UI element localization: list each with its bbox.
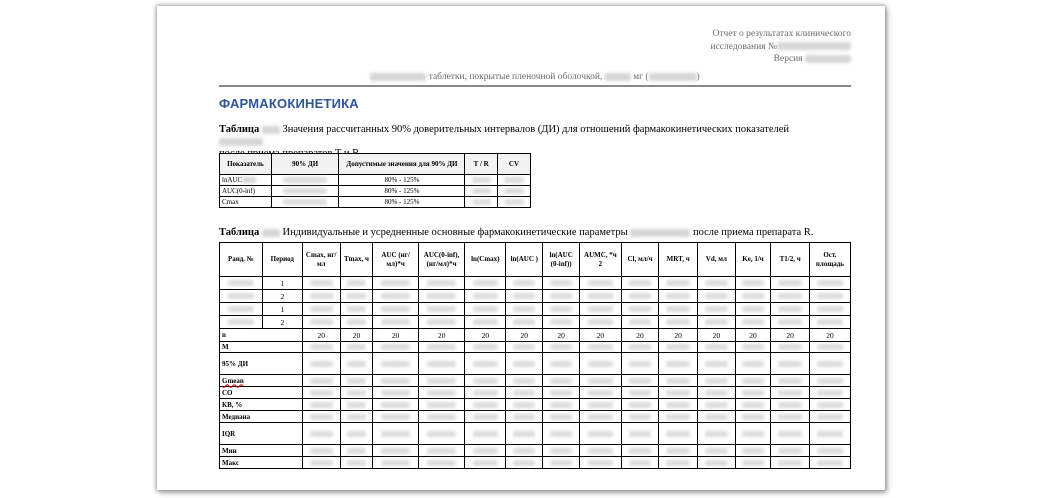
table-row (220, 277, 851, 290)
blurred-cell (809, 387, 850, 399)
blurred-cell (418, 342, 464, 353)
blurred-cell (698, 303, 736, 316)
blurred-cell (659, 316, 698, 329)
redacted-block (649, 73, 697, 81)
blurred-cell (809, 375, 850, 387)
blurred-cell (698, 387, 736, 399)
header-cell: MRT, ч (659, 243, 698, 277)
blurred-cell (580, 290, 622, 303)
redacted-block (805, 55, 851, 63)
header-cell: Vd, мл (698, 243, 736, 277)
blurred-cell (771, 277, 809, 290)
n-value-cell: 20 (621, 329, 659, 342)
table-header-row (220, 243, 851, 277)
blurred-cell (659, 290, 698, 303)
blurred-cell (302, 353, 340, 375)
blurred-cell (465, 399, 506, 411)
blurred-cell (340, 411, 373, 423)
blurred-cell (506, 342, 543, 353)
period-cell: 1 (262, 303, 302, 316)
blurred-cell (659, 375, 698, 387)
blurred-cell (621, 290, 659, 303)
stat-label: Мин (220, 445, 303, 457)
blurred-cell (465, 411, 506, 423)
blurred-cell (809, 290, 850, 303)
blurred-cell (698, 457, 736, 469)
blurred-cell (220, 303, 263, 316)
blurred-cell (543, 375, 580, 387)
blurred-cell (809, 457, 850, 469)
stat-row (220, 411, 851, 423)
blurred-cell (543, 387, 580, 399)
blurred-cell (580, 342, 622, 353)
blurred-cell (659, 411, 698, 423)
blurred-cell (302, 303, 340, 316)
blurred-cell (340, 399, 373, 411)
blurred-cell (465, 175, 498, 186)
n-value-cell: 20 (465, 329, 506, 342)
blurred-cell (465, 387, 506, 399)
product-close: ) (696, 72, 700, 82)
blurred-cell (497, 175, 530, 186)
blurred-cell (302, 457, 340, 469)
n-value-cell: 20 (580, 329, 622, 342)
blurred-cell (809, 399, 850, 411)
blurred-cell (373, 387, 418, 399)
blurred-cell (340, 387, 373, 399)
blurred-cell (543, 411, 580, 423)
header-cell: Cl, мл/ч (621, 243, 659, 277)
blurred-cell (302, 399, 340, 411)
blurred-cell (698, 375, 736, 387)
product-unit: мг ( (633, 72, 649, 82)
redacted-block (777, 42, 851, 50)
blurred-cell (735, 457, 771, 469)
redacted-block (605, 73, 631, 81)
blurred-cell (659, 342, 698, 353)
blurred-cell (506, 387, 543, 399)
blurred-cell (271, 175, 339, 186)
blurred-cell (220, 290, 263, 303)
blurred-cell (735, 353, 771, 375)
header-cell: Показатель (220, 154, 272, 175)
blurred-cell (809, 277, 850, 290)
blurred-cell (621, 423, 659, 445)
blurred-cell (418, 457, 464, 469)
blurred-cell (621, 399, 659, 411)
blurred-cell (771, 290, 809, 303)
header-cell: ln(AUC ) (506, 243, 543, 277)
blurred-cell (809, 342, 850, 353)
header-cell: Период (262, 243, 302, 277)
redacted-block (370, 73, 426, 81)
blurred-cell (809, 411, 850, 423)
n-value-cell: 20 (373, 329, 418, 342)
stat-row (220, 342, 851, 353)
blurred-cell (698, 353, 736, 375)
blurred-cell (771, 342, 809, 353)
stat-row (220, 457, 851, 469)
blurred-cell (543, 457, 580, 469)
blurred-cell (621, 277, 659, 290)
n-value-cell: 20 (340, 329, 373, 342)
blurred-cell (340, 290, 373, 303)
blurred-cell (497, 186, 530, 197)
blurred-cell (659, 387, 698, 399)
blurred-cell (418, 399, 464, 411)
blurred-cell (621, 375, 659, 387)
n-label: n (220, 329, 303, 342)
blurred-cell (465, 316, 506, 329)
redacted-block (262, 229, 280, 237)
range-cell: 80% - 125% (339, 186, 465, 197)
stat-label: 95% ДИ (220, 353, 303, 375)
blurred-cell (340, 423, 373, 445)
period-cell: 1 (262, 277, 302, 290)
table-row (220, 186, 531, 197)
blurred-cell (373, 411, 418, 423)
blurred-cell (580, 353, 622, 375)
blurred-cell (497, 197, 530, 208)
blurred-cell (659, 399, 698, 411)
blurred-cell (809, 353, 850, 375)
blurred-cell (271, 197, 339, 208)
blurred-cell (771, 445, 809, 457)
blurred-cell (735, 387, 771, 399)
blurred-cell (302, 445, 340, 457)
param-cell: Cmax (220, 197, 272, 208)
blurred-cell (543, 423, 580, 445)
blurred-cell (302, 423, 340, 445)
blurred-cell (418, 375, 464, 387)
blurred-cell (465, 353, 506, 375)
blurred-cell (302, 342, 340, 353)
header-line3: Версия (773, 54, 803, 64)
blurred-cell (340, 375, 373, 387)
blurred-cell (418, 290, 464, 303)
blurred-cell (302, 290, 340, 303)
blurred-cell (465, 457, 506, 469)
header-cell: Ke, 1/ч (735, 243, 771, 277)
blurred-cell (698, 290, 736, 303)
blurred-cell (340, 445, 373, 457)
range-cell: 80% - 125% (339, 175, 465, 186)
blurred-cell (659, 457, 698, 469)
stat-label: КВ, % (220, 399, 303, 411)
blurred-cell (506, 303, 543, 316)
n-value-cell: 20 (506, 329, 543, 342)
blurred-cell (735, 342, 771, 353)
blurred-cell (340, 342, 373, 353)
blurred-cell (771, 375, 809, 387)
report-header (711, 28, 852, 66)
stat-label: IQR (220, 423, 303, 445)
blurred-cell (809, 423, 850, 445)
blurred-cell (809, 445, 850, 457)
header-cell: Ранд. № (220, 243, 263, 277)
header-cell: T / R (465, 154, 498, 175)
n-value-cell: 20 (771, 329, 809, 342)
table-row (220, 316, 851, 329)
blurred-cell (580, 399, 622, 411)
header-cell: AUC (нг/мл)*ч (373, 243, 418, 277)
blurred-cell (621, 303, 659, 316)
blurred-cell (659, 423, 698, 445)
header-rule (219, 85, 851, 87)
blurred-cell (771, 399, 809, 411)
blurred-cell (543, 277, 580, 290)
blurred-cell (580, 316, 622, 329)
header-cell: ln(AUC (0-inf)) (543, 243, 580, 277)
blurred-cell (809, 303, 850, 316)
blurred-cell (418, 423, 464, 445)
blurred-cell (543, 342, 580, 353)
blurred-cell (373, 375, 418, 387)
blurred-cell (735, 399, 771, 411)
blurred-cell (418, 316, 464, 329)
blurred-cell (580, 375, 622, 387)
blurred-cell (771, 303, 809, 316)
blurred-cell (698, 342, 736, 353)
blurred-cell (506, 316, 543, 329)
blurred-cell (302, 387, 340, 399)
n-value-cell: 20 (418, 329, 464, 342)
blurred-cell (465, 197, 498, 208)
stat-label: Gmean (220, 375, 303, 387)
table-row (220, 290, 851, 303)
blurred-cell (465, 186, 498, 197)
range-cell: 80% - 125% (339, 197, 465, 208)
blurred-cell (621, 411, 659, 423)
blurred-cell (580, 277, 622, 290)
blurred-cell (580, 303, 622, 316)
blurred-cell (373, 303, 418, 316)
blurred-cell (735, 375, 771, 387)
stat-label: СО (220, 387, 303, 399)
header-cell: Cmax, нг/мл (302, 243, 340, 277)
n-value-cell: 20 (809, 329, 850, 342)
header-cell: AUC(0-inf), (нг/мл)*ч (418, 243, 464, 277)
blurred-cell (465, 277, 506, 290)
blurred-cell (465, 303, 506, 316)
blurred-cell (373, 423, 418, 445)
blurred-cell (580, 411, 622, 423)
blurred-cell (621, 445, 659, 457)
stat-row (220, 387, 851, 399)
period-cell: 2 (262, 290, 302, 303)
stat-row (220, 445, 851, 457)
n-value-cell: 20 (659, 329, 698, 342)
n-value-cell: 20 (698, 329, 736, 342)
blurred-cell (621, 316, 659, 329)
caption-prefix: Таблица (219, 124, 260, 135)
blurred-cell (735, 445, 771, 457)
blurred-cell (373, 277, 418, 290)
blurred-cell (735, 290, 771, 303)
blurred-cell (659, 353, 698, 375)
n-value-cell: 20 (543, 329, 580, 342)
caption-text: Индивидуальные и усредненные основные фармакокинетические параметры (282, 227, 628, 238)
blurred-cell (506, 375, 543, 387)
stat-row (220, 399, 851, 411)
blurred-cell (302, 411, 340, 423)
blurred-cell (220, 316, 263, 329)
blurred-cell (373, 316, 418, 329)
blurred-cell (580, 387, 622, 399)
blurred-cell (340, 353, 373, 375)
blurred-cell (698, 316, 736, 329)
document-page (157, 6, 885, 490)
blurred-cell (418, 445, 464, 457)
blurred-cell (506, 457, 543, 469)
blurred-cell (771, 457, 809, 469)
blurred-cell (373, 399, 418, 411)
param-cell: AUC(0-inf) (220, 186, 272, 197)
blurred-cell (506, 353, 543, 375)
blurred-cell (659, 303, 698, 316)
stat-row (220, 375, 851, 387)
blurred-cell (698, 411, 736, 423)
blurred-cell (735, 277, 771, 290)
blurred-cell (735, 316, 771, 329)
header-cell: T1/2, ч (771, 243, 809, 277)
blurred-cell (340, 457, 373, 469)
blurred-cell (621, 457, 659, 469)
table-row (220, 175, 531, 186)
blurred-cell (373, 457, 418, 469)
header-cell: AUMC, *ч 2 (580, 243, 622, 277)
blurred-cell (543, 445, 580, 457)
product-line (219, 72, 851, 82)
blurred-cell (340, 303, 373, 316)
blurred-cell (771, 316, 809, 329)
header-cell: CV (497, 154, 530, 175)
blurred-cell (543, 353, 580, 375)
blurred-cell (373, 445, 418, 457)
blurred-cell (465, 423, 506, 445)
blurred-cell (580, 457, 622, 469)
blurred-cell (302, 375, 340, 387)
stat-label: M (220, 342, 303, 353)
redacted-block (630, 229, 690, 237)
param-cell: lnAUC (220, 175, 272, 186)
blurred-cell (543, 290, 580, 303)
blurred-cell (373, 290, 418, 303)
caption-prefix: Таблица (219, 227, 260, 238)
blurred-cell (418, 411, 464, 423)
blurred-cell (506, 290, 543, 303)
n-row (220, 329, 851, 342)
blurred-cell (698, 399, 736, 411)
blurred-cell (506, 445, 543, 457)
header-cell: Ост. площадь (809, 243, 850, 277)
redacted-block (262, 126, 280, 134)
blurred-cell (580, 423, 622, 445)
blurred-cell (659, 277, 698, 290)
blurred-cell (735, 303, 771, 316)
table-row (220, 197, 531, 208)
n-value-cell: 20 (302, 329, 340, 342)
blurred-cell (340, 277, 373, 290)
blurred-cell (465, 290, 506, 303)
blurred-cell (506, 411, 543, 423)
blurred-cell (698, 277, 736, 290)
blurred-cell (340, 316, 373, 329)
period-cell: 2 (262, 316, 302, 329)
redacted-block (219, 138, 263, 146)
blurred-cell (698, 423, 736, 445)
caption-tail: после приема препарата R. (692, 227, 814, 238)
blurred-cell (418, 353, 464, 375)
blurred-cell (580, 445, 622, 457)
blurred-cell (506, 277, 543, 290)
blurred-cell (465, 445, 506, 457)
caption-text: Значения рассчитанных 90% доверительных интервалов (ДИ) для отношений фармакокинетических показателей (282, 124, 790, 135)
blurred-cell (621, 387, 659, 399)
product-description: таблетки, покрытые пленочной оболочкой, (428, 72, 603, 82)
header-cell: Допустимые значения для 90% ДИ (339, 154, 465, 175)
blurred-cell (373, 342, 418, 353)
pk-parameters-table (219, 242, 851, 469)
header-cell: ln(Cmax) (465, 243, 506, 277)
blurred-cell (543, 316, 580, 329)
blurred-cell (506, 399, 543, 411)
n-value-cell: 20 (735, 329, 771, 342)
blurred-cell (771, 411, 809, 423)
blurred-cell (418, 387, 464, 399)
stat-row (220, 353, 851, 375)
stat-label: Макс (220, 457, 303, 469)
blurred-cell (809, 316, 850, 329)
blurred-cell (735, 423, 771, 445)
blurred-cell (465, 342, 506, 353)
header-cell: Tmax, ч (340, 243, 373, 277)
blurred-cell (698, 445, 736, 457)
table2-caption (219, 227, 869, 239)
blurred-cell (506, 423, 543, 445)
blurred-cell (543, 399, 580, 411)
blurred-cell (302, 277, 340, 290)
blurred-cell (771, 387, 809, 399)
blurred-cell (220, 277, 263, 290)
ci-table (219, 153, 531, 208)
header-cell: 90% ДИ (271, 154, 339, 175)
blurred-cell (621, 342, 659, 353)
blurred-cell (543, 303, 580, 316)
blurred-cell (771, 423, 809, 445)
blurred-cell (271, 186, 339, 197)
stat-label: Медиана (220, 411, 303, 423)
blurred-cell (659, 445, 698, 457)
blurred-cell (465, 375, 506, 387)
blurred-cell (418, 303, 464, 316)
table-row (220, 303, 851, 316)
blurred-cell (302, 316, 340, 329)
blurred-cell (735, 411, 771, 423)
blurred-cell (373, 353, 418, 375)
table-header-row (220, 154, 531, 175)
blurred-cell (418, 277, 464, 290)
header-line2: исследования № (710, 41, 777, 52)
stat-row (220, 423, 851, 445)
blurred-cell (621, 353, 659, 375)
header-line1: Отчет о результатах клинического (712, 29, 851, 39)
section-title: ФАРМАКОКИНЕТИКА (219, 96, 359, 111)
blurred-cell (771, 353, 809, 375)
